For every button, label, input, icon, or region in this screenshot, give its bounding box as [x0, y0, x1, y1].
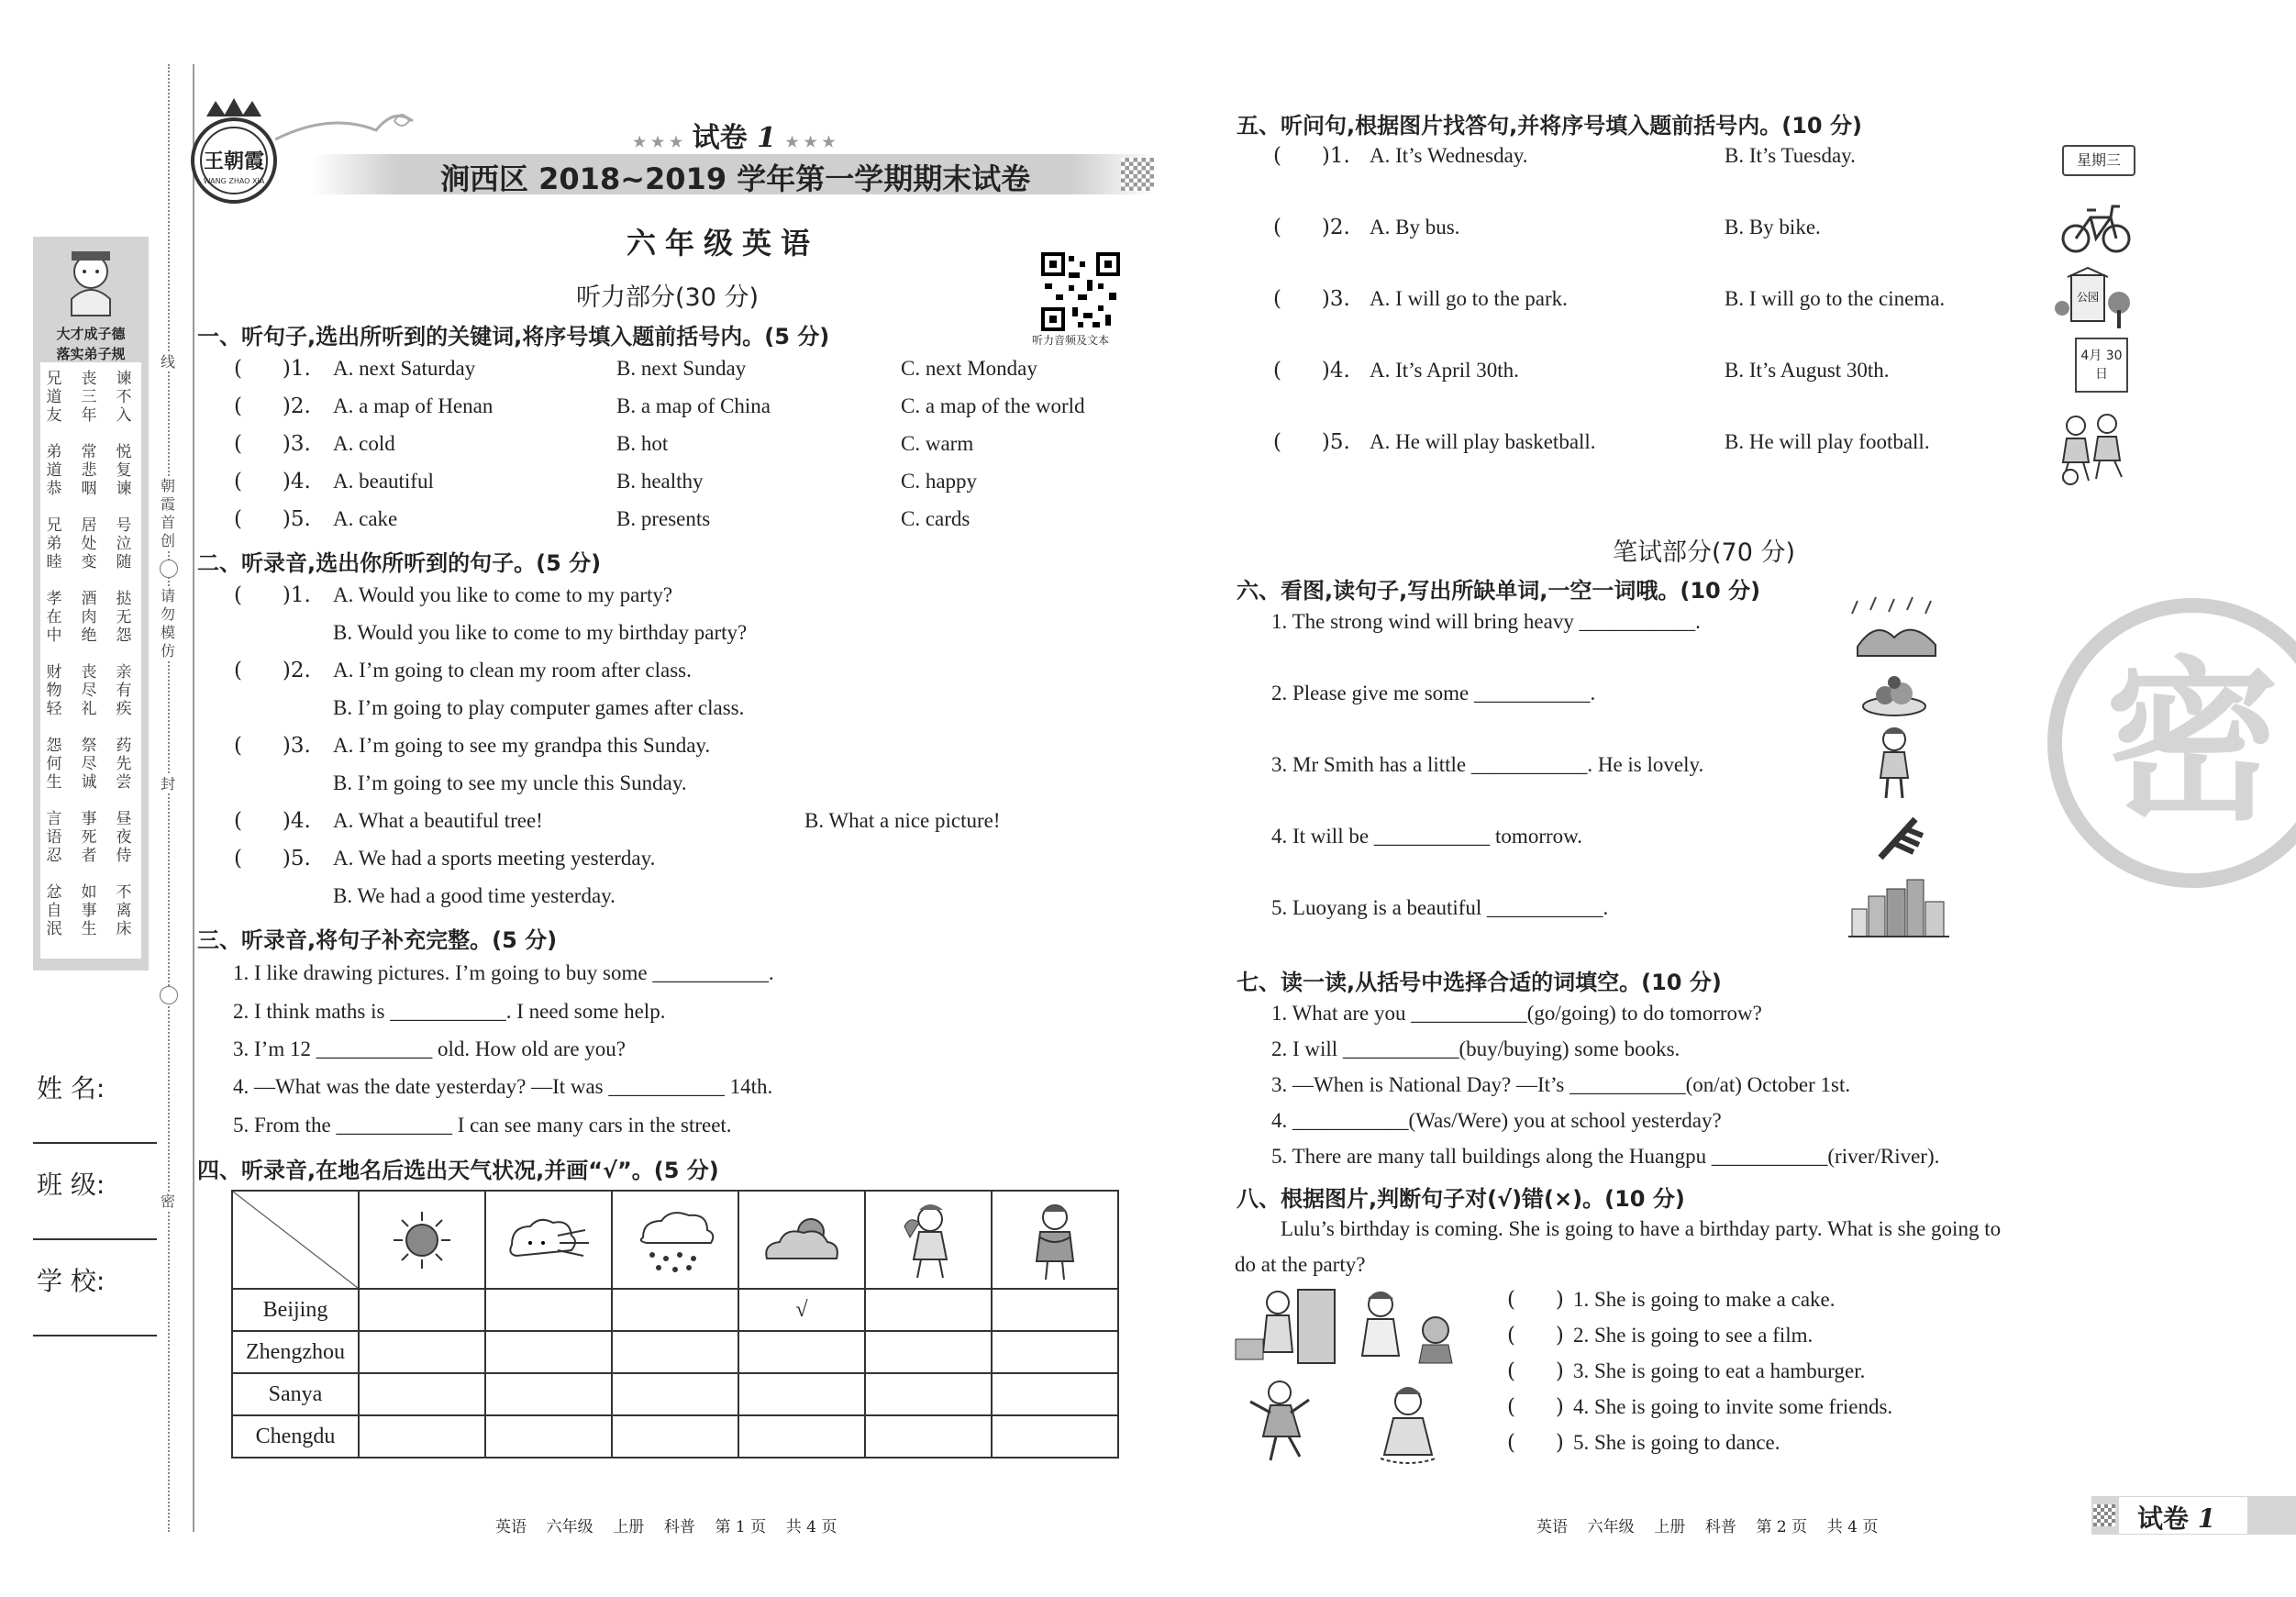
binding-word: 封: [158, 775, 178, 793]
section-8-title: 八、根据图片,判断句子对(√)错(×)。(10 分): [1237, 1186, 1685, 1212]
bike-icon: [2059, 197, 2133, 257]
fill-sentence: 4. ___________(Was/Were) you at school yesterday?: [1271, 1109, 1722, 1132]
option-c: C. a map of the world: [901, 394, 1085, 417]
city-buildings-icon: [1848, 876, 1949, 940]
motto-col: 酒肉绝: [81, 590, 97, 645]
food-icon: [1858, 670, 1931, 720]
fill-sentence: 5. From the ___________ I can see many cars in the street.: [233, 1114, 732, 1137]
answer-paren[interactable]: ( ): [1507, 1359, 1564, 1383]
fill-sentence: 5. There are many tall buildings along the Huangpu ___________(river/River).: [1271, 1145, 1940, 1168]
option-b: B. What a nice picture!: [804, 809, 1001, 832]
option-a: A. By bus.: [1370, 216, 1460, 238]
answer-paren[interactable]: ( ): [1507, 1395, 1564, 1419]
binding-word: 密: [158, 1192, 178, 1211]
judge-sentence: 2. She is going to see a film.: [1573, 1324, 1814, 1347]
binding-hole: [160, 560, 178, 578]
windy-flag-icon: [1871, 812, 1926, 867]
written-heading: 笔试部分(70 分): [1613, 538, 1796, 567]
tick-cell[interactable]: [992, 1331, 1118, 1373]
tick-cell[interactable]: [992, 1415, 1118, 1458]
park-icon: [2055, 266, 2133, 335]
binding-word: 线: [158, 353, 178, 372]
motto-col: 丧尽礼: [81, 663, 97, 718]
option-a: A. He will play basketball.: [1370, 430, 1596, 453]
reading-intro: do at the party?: [1235, 1253, 1366, 1276]
subject-title: 六年级英语: [627, 226, 820, 261]
tick-cell[interactable]: [738, 1331, 865, 1373]
checker-decoration: [1121, 158, 1154, 191]
section-5-title: 五、听问句,根据图片找答句,并将序号填入题前括号内。(10 分): [1237, 113, 1862, 139]
answer-paren[interactable]: ( )5.: [1273, 430, 1350, 454]
calendar-picture: 星期三: [2062, 145, 2135, 176]
option-c: C. happy: [901, 470, 978, 493]
option-a: A. Would you like to come to my party?: [333, 583, 673, 606]
fill-sentence: 4. —What was the date yesterday? —It was ___________ 14th.: [233, 1075, 773, 1098]
table-row: [232, 1373, 1118, 1415]
section-7-title: 七、读一读,从括号中选择合适的词填空。(10 分): [1237, 970, 1722, 995]
exam-title: 涧西区 2018~2019 学年第一学期期末试卷: [440, 161, 1031, 196]
option-a: A. We had a sports meeting yesterday.: [333, 847, 656, 870]
answer-paren[interactable]: ( )4.: [1273, 359, 1350, 383]
option-a: A. What a beautiful tree!: [333, 809, 543, 832]
motto-col: 谏不入: [116, 370, 132, 425]
binding-word: 朝霞首创: [158, 477, 178, 550]
fill-sentence: 2. I think maths is ___________. I need some help.: [233, 1000, 666, 1023]
option-a: A. cold: [333, 432, 395, 455]
weather-table: [231, 1190, 1119, 1458]
answer-paren[interactable]: ( )2.: [1273, 216, 1350, 239]
binding-hole: [160, 986, 178, 1004]
tick-cell[interactable]: [865, 1415, 992, 1458]
table-corner: [232, 1191, 359, 1289]
confidential-stamp: [2027, 587, 2296, 899]
option-b: B. It’s August 30th.: [1725, 359, 1890, 382]
fill-sentence: 2. I will ___________(buy/buying) some books.: [1271, 1037, 1680, 1060]
answer-paren[interactable]: ( ): [1507, 1431, 1564, 1455]
answer-paren[interactable]: ( )3.: [234, 432, 311, 456]
judge-sentence: 5. She is going to dance.: [1573, 1431, 1780, 1454]
motto-columns: [40, 362, 141, 959]
answer-paren[interactable]: ( )5.: [234, 507, 311, 531]
weather-col-rain: [612, 1191, 738, 1289]
park-sign: 公园: [2076, 291, 2100, 304]
tick-cell[interactable]: [865, 1373, 992, 1415]
ribbon-decoration: [275, 103, 422, 158]
tick-cell[interactable]: [612, 1415, 738, 1458]
motto-col: 号泣随: [116, 516, 132, 571]
option-c: C. warm: [901, 432, 974, 455]
option-a: A. I’m going to see my grandpa this Sunday.: [333, 734, 711, 757]
item-number: 2: [290, 659, 305, 682]
lulu-pictures: [1234, 1284, 1463, 1468]
motto-col: 不离床: [116, 883, 132, 938]
city-label: Beijing: [232, 1289, 359, 1331]
fill-sentence: 1. The strong wind will bring heavy ___________.: [1271, 610, 1701, 633]
weather-col-sun: [359, 1191, 485, 1289]
tick-cell[interactable]: [359, 1415, 485, 1458]
motto-col: 言语忍: [46, 810, 62, 865]
fill-sentence: 1. What are you ___________(go/going) to do tomorrow?: [1271, 1002, 1762, 1025]
phone-girl-icon: [1362, 1292, 1452, 1363]
tick-cell[interactable]: [865, 1289, 992, 1331]
answer-paren[interactable]: ( )2.: [234, 659, 311, 682]
judge-sentence: 1. She is going to make a cake.: [1573, 1288, 1836, 1311]
answer-paren[interactable]: ( )1.: [234, 583, 311, 607]
item-number: 2: [290, 394, 305, 418]
motto-col: 忿自泯: [46, 883, 62, 938]
option-a: A. a map of Henan: [333, 394, 494, 417]
football-players-icon: [2050, 413, 2137, 486]
answer-paren[interactable]: ( )3.: [1273, 287, 1350, 311]
motto-top-line: 落实弟子规: [56, 346, 126, 362]
option-b: B. He will play football.: [1725, 430, 1930, 453]
class-field[interactable]: [33, 1238, 157, 1240]
tick-cell[interactable]: [485, 1289, 612, 1331]
motto-col: 如事生: [81, 883, 97, 938]
option-b: B. I’m going to play computer games after class.: [333, 696, 745, 719]
name-field[interactable]: [33, 1142, 157, 1144]
sun-icon: [390, 1208, 454, 1272]
tick-cell[interactable]: [359, 1373, 485, 1415]
option-b: B. We had a good time yesterday.: [333, 884, 616, 907]
fill-sentence: 2. Please give me some ___________.: [1271, 682, 1596, 704]
motto-col: 怨何生: [46, 737, 62, 792]
motto-col: 兄弟睦: [46, 516, 62, 571]
item-number: 5: [1329, 430, 1344, 454]
tick-cell[interactable]: [359, 1331, 485, 1373]
checker-decoration: [2093, 1504, 2115, 1526]
section-2-title: 二、听录音,选出你所听到的句子。(5 分): [197, 550, 602, 576]
motto-col: 丧三年: [81, 370, 97, 425]
footer-left: 英语 六年级 上册 科普 第 1 页 共 4 页: [495, 1518, 837, 1536]
option-b: B. presents: [616, 507, 711, 530]
option-a: A. It’s April 30th.: [1370, 359, 1519, 382]
section-6-title: 六、看图,读句子,写出所缺单词,一空一词哦。(10 分): [1237, 578, 1761, 604]
answer-paren[interactable]: ( ): [1507, 1324, 1564, 1347]
option-b: B. I’m going to see my uncle this Sunday.: [333, 771, 687, 794]
paper-tab-text: 试卷: [2137, 1503, 2190, 1534]
item-number: 1: [1329, 144, 1344, 168]
scholar-icon: [53, 244, 128, 317]
section-3-title: 三、听录音,将句子补充完整。(5 分): [197, 927, 558, 953]
tick-cell[interactable]: [992, 1373, 1118, 1415]
answer-paren[interactable]: ( )4.: [234, 470, 311, 494]
judge-sentence: 4. She is going to invite some friends.: [1573, 1395, 1893, 1418]
item-number: 4: [290, 809, 305, 833]
brand-logo: [188, 96, 280, 216]
tick-cell[interactable]: [485, 1415, 612, 1458]
motto-top-line: 大才成子德: [56, 326, 126, 342]
motto-col: 亲有疾: [116, 663, 132, 718]
item-number: 5: [290, 847, 305, 871]
fill-sentence: 3. Mr Smith has a little ___________. He is lovely.: [1271, 753, 1704, 776]
option-b: B. I will go to the cinema.: [1725, 287, 1946, 310]
cloudy-icon: [756, 1208, 848, 1272]
option-a: A. next Saturday: [333, 357, 476, 380]
motto-col: 昼夜侍: [116, 810, 132, 865]
tick-cell[interactable]: [612, 1373, 738, 1415]
binding-word: 请勿模仿: [158, 587, 178, 660]
school-label: 学 校:: [37, 1266, 105, 1296]
answer-paren[interactable]: ( )2.: [234, 394, 311, 418]
option-a: A. I will go to the park.: [1370, 287, 1568, 310]
option-b: B. next Sunday: [616, 357, 747, 380]
option-a: A. beautiful: [333, 470, 434, 493]
motto-col: 弟道恭: [46, 443, 62, 498]
fill-sentence: 1. I like drawing pictures. I’m going to buy some ___________.: [233, 961, 774, 984]
item-number: 1: [290, 583, 305, 607]
wind-icon: [503, 1208, 594, 1272]
class-label: 班 级:: [37, 1170, 105, 1200]
footer-right: 英语 六年级 上册 科普 第 2 页 共 4 页: [1536, 1518, 1879, 1536]
city-label: Chengdu: [232, 1415, 359, 1458]
motto-col: 事死者: [81, 810, 97, 865]
paper-label: ★ ★ ★ 试卷 1 ★ ★ ★: [633, 122, 836, 154]
motto-col: 挞无怨: [116, 590, 132, 645]
hot-person-icon: [892, 1199, 965, 1281]
motto-col: 居处变: [81, 516, 97, 571]
option-b: B. It’s Tuesday.: [1725, 144, 1856, 167]
cooking-girl-icon: [1236, 1290, 1335, 1363]
tick-cell[interactable]: √: [738, 1289, 865, 1331]
option-b: B. a map of China: [616, 394, 771, 417]
item-number: 3: [290, 734, 305, 758]
motto-col: 悦复谏: [116, 443, 132, 498]
fill-sentence: 4. It will be ___________ tomorrow.: [1271, 825, 1583, 848]
tick-cell[interactable]: [738, 1415, 865, 1458]
option-b: B. healthy: [616, 470, 704, 493]
fill-sentence: 3. I’m 12 ___________ old. How old are you?: [233, 1037, 626, 1060]
item-number: 1: [290, 357, 305, 381]
answer-paren[interactable]: ( )5.: [234, 847, 311, 871]
storm-rain-icon: [1848, 592, 1945, 660]
paper-num: 1: [757, 122, 776, 154]
option-b: B. By bike.: [1725, 216, 1821, 238]
city-label: Sanya: [232, 1373, 359, 1415]
option-a: A. I’m going to clean my room after class.: [333, 659, 692, 682]
listening-heading: 听力部分(30 分): [576, 283, 760, 312]
brand-name: 王朝霞: [203, 150, 265, 173]
name-label: 姓 名:: [37, 1073, 105, 1103]
motto-col: 祭尽诚: [81, 737, 97, 792]
qr-code-icon[interactable]: [1041, 252, 1120, 331]
section-1-title: 一、听句子,选出所听到的关键词,将序号填入题前括号内。(5 分): [197, 324, 830, 349]
thinking-girl-icon: [1381, 1387, 1436, 1463]
option-b: B. Would you like to come to my birthday party?: [333, 621, 748, 644]
brand-small: WANG ZHAO XIA: [203, 177, 265, 185]
item-number: 3: [1329, 287, 1344, 311]
school-field[interactable]: [33, 1335, 157, 1336]
answer-paren[interactable]: ( )1.: [1273, 144, 1350, 168]
item-number: 4: [1329, 359, 1344, 383]
tick-cell[interactable]: [738, 1373, 865, 1415]
motto-col: 财物轻: [46, 663, 62, 718]
boy-icon: [1871, 725, 1917, 803]
tick-cell[interactable]: [485, 1373, 612, 1415]
table-row: [232, 1331, 1118, 1373]
rain-icon: [629, 1205, 721, 1274]
answer-paren[interactable]: ( ): [1507, 1288, 1564, 1312]
city-label: Zhengzhou: [232, 1331, 359, 1373]
tick-cell[interactable]: [359, 1289, 485, 1331]
motto-col: 孝在中: [46, 590, 62, 645]
section-4-title: 四、听录音,在地名后选出天气状况,并画“√”。(5 分): [197, 1158, 719, 1183]
reading-intro: Lulu’s birthday is coming. She is going to have a birthday party. What is she going to: [1281, 1217, 2002, 1240]
option-b: B. hot: [616, 432, 669, 455]
option-c: C. cards: [901, 507, 971, 530]
item-number: 4: [290, 470, 305, 494]
table-row: [232, 1415, 1118, 1458]
answer-paren[interactable]: ( )3.: [234, 734, 311, 758]
motto-col: 常悲咽: [81, 443, 97, 498]
item-number: 3: [290, 432, 305, 456]
weather-col-cloudy: [738, 1191, 865, 1289]
option-a: A. cake: [333, 507, 398, 530]
answer-paren[interactable]: ( )4.: [234, 809, 311, 833]
option-c: C. next Monday: [901, 357, 1037, 380]
answer-paren[interactable]: ( )1.: [234, 357, 311, 381]
tick-cell[interactable]: [612, 1331, 738, 1373]
fill-sentence: 3. —When is National Day? —It’s ___________(on/at) October 1st.: [1271, 1073, 1851, 1096]
dancing-girl-icon: [1250, 1381, 1309, 1460]
binding-solid-line: [193, 64, 194, 1532]
tick-cell[interactable]: [992, 1289, 1118, 1331]
paper-tab-num: 1: [2197, 1503, 2216, 1534]
paper-label-text: 试卷: [692, 122, 748, 154]
qr-caption: 听力音频及文本: [1032, 334, 1110, 347]
weather-col-hot: [865, 1191, 992, 1289]
paper-tab-label: [2137, 1499, 2215, 1536]
stamp-char: 密: [2104, 641, 2280, 844]
weather-col-wind: [485, 1191, 612, 1289]
weather-col-cold: [992, 1191, 1118, 1289]
motto-col: 药先尝: [116, 737, 132, 792]
item-number: 5: [290, 507, 305, 531]
tick-cell[interactable]: [485, 1331, 612, 1373]
tick-cell[interactable]: [865, 1331, 992, 1373]
option-a: A. It’s Wednesday.: [1370, 144, 1528, 167]
date-calendar-picture: 4月 30日: [2075, 338, 2128, 393]
tick-cell[interactable]: [612, 1289, 738, 1331]
binding-dotted-line: [168, 64, 170, 1532]
item-number: 2: [1329, 216, 1344, 239]
table-row: [232, 1289, 1118, 1331]
motto-col: 兄道友: [46, 370, 62, 425]
cold-person-icon: [1018, 1199, 1092, 1281]
judge-sentence: 3. She is going to eat a hamburger.: [1573, 1359, 1866, 1382]
fill-sentence: 5. Luoyang is a beautiful ___________.: [1271, 896, 1609, 919]
